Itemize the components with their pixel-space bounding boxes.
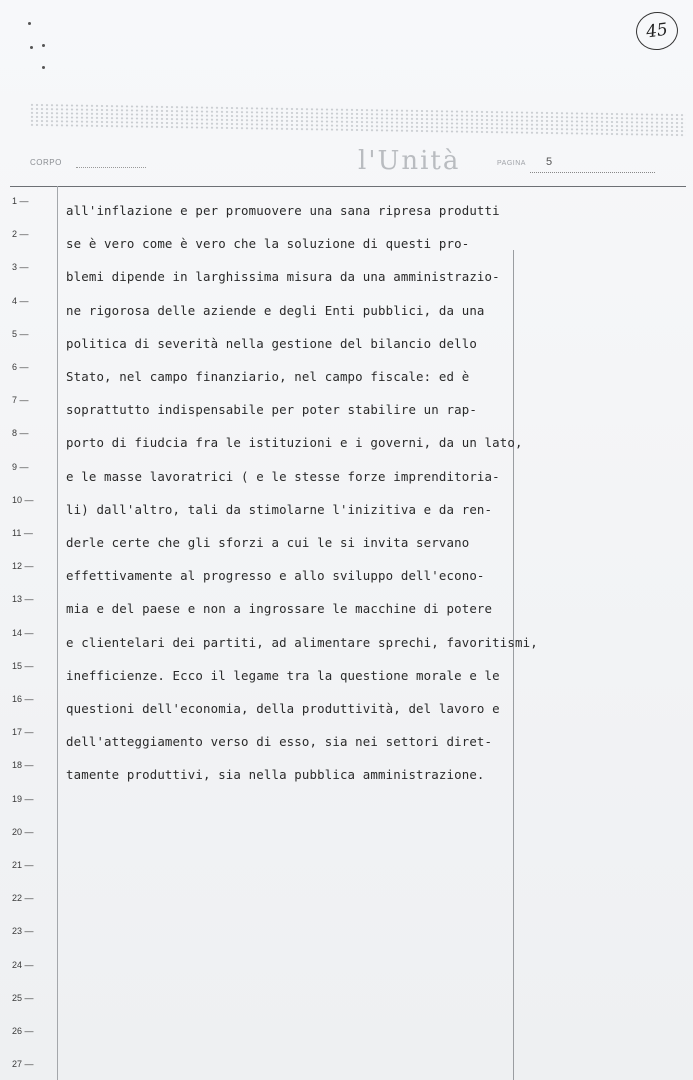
line-number: 7 — <box>12 395 29 406</box>
body-line: inefficienze. Ecco il legame tra la questione morale e le <box>66 667 500 683</box>
body-line: questioni dell'economia, della produttività, del lavoro e <box>66 701 500 716</box>
line-number: 22 — <box>12 893 34 904</box>
body-line: porto di fiudcia fra le istituzioni e i governi, da un lato, <box>66 435 523 451</box>
line-number: 10 — <box>12 494 34 505</box>
body-line: mia e del paese e non a ingrossare le macchine di potere <box>66 601 493 617</box>
line-number: 6 — <box>12 362 29 372</box>
line-number: 18 — <box>12 760 34 771</box>
line-number: 1 — <box>12 196 29 206</box>
form-header <box>0 146 693 180</box>
line-number: 23 — <box>12 926 34 937</box>
body-line: se è vero come è vero che la soluzione di questi pro- <box>66 236 470 252</box>
line-number: 9 — <box>12 461 29 472</box>
body-line: tamente produttivi, sia nella pubblica amministrazione. <box>66 767 485 783</box>
body-line: derle certe che gli sforzi a cui le si invita servano <box>66 535 470 550</box>
line-number: 26 — <box>12 1026 34 1036</box>
pagina-label: PAGINA <box>497 160 526 167</box>
line-number: 16 — <box>12 694 34 704</box>
line-number: 2 — <box>12 229 29 240</box>
line-number: 8 — <box>12 428 29 439</box>
body-line: all'inflazione e per promuovere una sana ripresa produtti <box>66 203 500 218</box>
line-number: 25 — <box>12 992 34 1003</box>
line-number: 27 — <box>12 1059 34 1070</box>
line-number: 14 — <box>12 627 34 638</box>
line-number: 5 — <box>12 328 29 339</box>
body-line: dell'atteggiamento verso di esso, sia nei settori diret- <box>66 734 493 750</box>
newspaper-masthead: l'Unità <box>358 146 461 176</box>
pagina-field-line <box>530 172 655 173</box>
body-line: li) dall'altro, tali da stimolarne l'inizitiva e da ren- <box>66 501 493 517</box>
body-line: e clientelari dei partiti, ad alimentare sprechi, favoritismi, <box>66 634 538 650</box>
pagina-value: 5 <box>546 156 553 168</box>
header-rule <box>10 186 686 187</box>
line-number: 17 — <box>12 727 34 738</box>
body-line: Stato, nel campo finanziario, nel campo fiscale: ed è <box>66 369 470 384</box>
page-number-stamp <box>634 9 681 52</box>
line-number: 20 — <box>12 826 34 837</box>
body-line: soprattutto indispensabile per poter stabilire un rap- <box>66 402 477 418</box>
line-number: 4 — <box>12 295 29 306</box>
line-number: 12 — <box>12 561 34 572</box>
page-number-value: 45 <box>644 19 670 43</box>
body-line: politica di severità nella gestione del bilancio dello <box>66 335 477 351</box>
left-margin-rule <box>57 186 58 1080</box>
line-number: 21 — <box>12 860 34 870</box>
corpo-label: CORPO <box>30 158 62 167</box>
body-line: blemi dipende in larghissima misura da una amministrazio- <box>66 269 500 285</box>
body-line: effettivamente al progresso e allo sviluppo dell'econo- <box>66 568 485 584</box>
line-number: 24 — <box>12 959 34 970</box>
corpo-field-line <box>76 167 146 168</box>
line-number: 15 — <box>12 660 34 671</box>
line-number: 3 — <box>12 262 29 273</box>
line-number: 19 — <box>12 793 34 804</box>
body-line: e le masse lavoratrici ( e le stesse forze imprenditoria- <box>66 468 500 484</box>
perforation-strip <box>30 103 686 137</box>
line-number: 13 — <box>12 594 34 605</box>
right-margin-rule <box>513 250 514 1080</box>
body-line: ne rigorosa delle aziende e degli Enti pubblici, da una <box>66 302 485 318</box>
line-number: 11 — <box>12 528 33 538</box>
